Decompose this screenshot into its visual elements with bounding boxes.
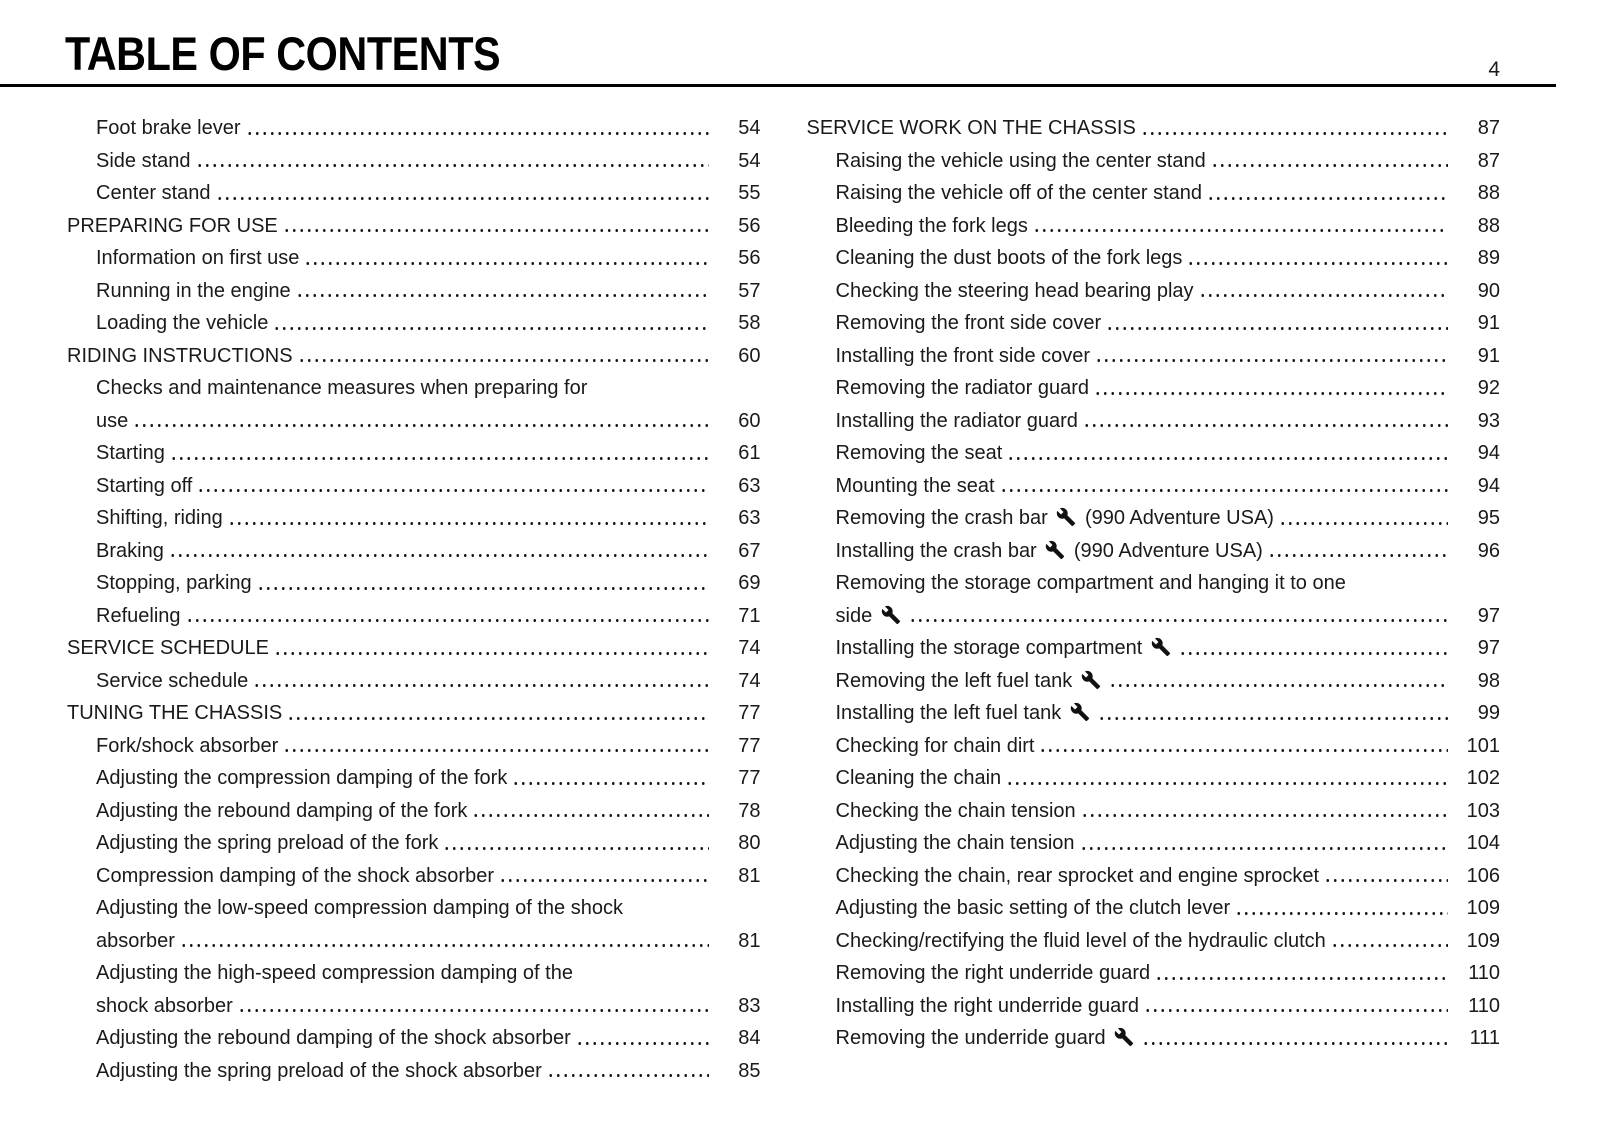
toc-entry	[807, 242, 1501, 275]
toc-entry-label: Cleaning the dust boots of the fork legs	[835, 247, 1183, 269]
toc-entry-label: SERVICE WORK ON THE CHASSIS	[806, 117, 1136, 139]
dot-leader	[273, 327, 708, 330]
dot-leader	[304, 262, 708, 265]
toc-entry	[807, 697, 1501, 730]
toc-entry-page: 109	[1466, 929, 1500, 952]
toc-entry-line	[96, 275, 761, 308]
toc-entry-line	[96, 372, 761, 405]
toc-entry	[807, 860, 1501, 893]
toc-entry-label: Adjusting the spring preload of the fork	[96, 832, 439, 854]
toc-entry	[67, 340, 761, 373]
toc-entry-page: 85	[738, 1059, 761, 1082]
dot-leader	[197, 489, 708, 492]
toc-column-right	[807, 112, 1501, 1087]
toc-entry-page: 77	[738, 767, 761, 789]
toc-entry	[67, 697, 761, 730]
toc-entry-page: 77	[738, 702, 761, 724]
toc-entry	[807, 437, 1501, 470]
toc-entry-page: 98	[1477, 669, 1500, 692]
dot-leader	[216, 197, 709, 200]
dot-leader	[1000, 489, 1449, 492]
toc-entry-label: Center stand	[96, 182, 211, 204]
toc-entry	[807, 665, 1501, 698]
toc-entry-line	[96, 795, 761, 828]
toc-entry	[807, 762, 1501, 795]
toc-entry-label: Removing the seat	[835, 442, 1003, 464]
toc-entry-page: 60	[738, 409, 761, 432]
toc-entry-label: PREPARING FOR USE	[67, 214, 278, 237]
toc-entry-label: Checking for chain dirt	[835, 734, 1035, 757]
wrench-icon	[881, 605, 901, 625]
toc-entry-label: Running in the engine	[96, 279, 291, 302]
toc-entry	[67, 632, 761, 665]
toc-entry-line	[836, 340, 1501, 373]
toc-entry-page: 77	[738, 734, 761, 757]
toc-entry	[67, 372, 761, 437]
toc-entry-label: Raising the vehicle using the center stand	[835, 149, 1206, 172]
dot-leader	[1109, 684, 1448, 687]
toc-column-left	[67, 112, 761, 1087]
toc-entry	[807, 470, 1501, 503]
dot-leader	[1179, 652, 1448, 655]
toc-entry-label: Removing the storage compartment and hanging it to one	[835, 572, 1346, 594]
toc-entry-line	[836, 502, 1501, 535]
toc-entry-line	[836, 535, 1501, 568]
toc-entry-label: Shifting, riding	[96, 507, 223, 529]
toc-entry-page: 74	[738, 669, 761, 692]
toc-entry	[67, 470, 761, 503]
toc-entry	[67, 1055, 761, 1088]
toc-entry	[67, 242, 761, 275]
toc-entry-page: 104	[1466, 832, 1500, 854]
dot-leader	[1141, 132, 1448, 135]
toc-entry-page: 89	[1477, 247, 1500, 269]
toc-entry-label: Removing the front side cover	[835, 312, 1102, 334]
toc-columns	[67, 112, 1500, 1087]
toc-entry	[67, 145, 761, 178]
toc-entry-page: 87	[1477, 117, 1500, 139]
toc-entry-line	[96, 892, 761, 925]
toc-entry-page: 91	[1477, 344, 1500, 367]
toc-entry-page: 103	[1466, 799, 1500, 822]
toc-entry-line	[96, 600, 761, 633]
toc-entry	[67, 892, 761, 957]
header-rule	[0, 84, 1556, 87]
toc-entry-line	[836, 567, 1501, 600]
wrench-icon	[1056, 507, 1076, 527]
toc-entry	[67, 827, 761, 860]
dot-leader	[1106, 327, 1448, 330]
toc-entry-page: 81	[738, 929, 761, 952]
dot-leader	[512, 782, 708, 785]
toc-entry-page: 88	[1477, 182, 1500, 204]
toc-entry	[807, 340, 1501, 373]
toc-entry-page: 83	[738, 994, 761, 1017]
toc-entry-label: Installing the radiator guard	[835, 409, 1078, 432]
toc-entry-page: 57	[738, 279, 761, 302]
toc-entry-line	[96, 535, 761, 568]
dot-leader	[1187, 262, 1448, 265]
toc-entry-line	[67, 210, 761, 243]
toc-entry-page: 99	[1477, 702, 1500, 724]
toc-entry-line	[836, 307, 1501, 340]
dot-leader	[443, 847, 708, 850]
toc-entry-line	[836, 957, 1501, 990]
toc-entry-page: 96	[1477, 539, 1500, 562]
dot-leader	[1211, 164, 1448, 167]
toc-entry-label: Adjusting the low-speed compression damping of the shock	[96, 897, 623, 919]
toc-entry-label: Cleaning the chain	[835, 767, 1002, 789]
toc-entry-label: absorber	[96, 929, 175, 952]
toc-entry-page: 87	[1477, 149, 1500, 172]
toc-entry-label: Checks and maintenance measures when preparing for	[96, 377, 588, 399]
toc-entry	[807, 632, 1501, 665]
dot-leader	[274, 652, 709, 655]
dot-leader	[1142, 1042, 1448, 1045]
toc-entry-line	[836, 697, 1501, 730]
toc-entry	[807, 567, 1501, 632]
toc-entry	[67, 860, 761, 893]
dot-leader	[296, 294, 709, 297]
toc-entry	[807, 535, 1501, 568]
toc-entry-line	[836, 242, 1501, 275]
wrench-icon	[1081, 670, 1101, 690]
toc-entry-label: TUNING THE CHASSIS	[67, 702, 283, 724]
toc-entry-line	[96, 827, 761, 860]
toc-entry-label: Adjusting the compression damping of the fork	[96, 767, 508, 789]
toc-entry-label: Fork/shock absorber	[96, 734, 279, 757]
toc-entry-page: 67	[738, 539, 761, 562]
toc-entry-line	[96, 470, 761, 503]
toc-entry	[807, 502, 1501, 535]
toc-entry-page: 90	[1477, 279, 1500, 302]
toc-entry-line	[807, 112, 1501, 145]
dot-leader	[186, 619, 709, 622]
dot-leader	[1155, 977, 1448, 980]
toc-entry-label: Side stand	[96, 149, 191, 172]
toc-entry-page: 109	[1466, 897, 1500, 919]
toc-entry-page: 63	[738, 474, 761, 497]
wrench-icon	[1045, 540, 1065, 560]
dot-leader	[283, 229, 709, 232]
dot-leader	[1144, 1009, 1448, 1012]
toc-entry-label: Loading the vehicle	[96, 312, 269, 334]
dot-leader	[1080, 847, 1448, 850]
toc-entry-label: Adjusting the basic setting of the clutch lever	[835, 897, 1231, 919]
toc-entry-line	[836, 275, 1501, 308]
toc-entry-label: Installing the crash bar (990 Adventure USA)	[835, 539, 1263, 562]
toc-entry-label: SERVICE SCHEDULE	[67, 637, 269, 659]
toc-entry-page: 88	[1477, 214, 1500, 237]
toc-entry-line	[96, 145, 761, 178]
dot-leader	[1083, 424, 1448, 427]
toc-entry-label: Removing the right underride guard	[835, 962, 1151, 984]
toc-entry-line	[836, 177, 1501, 210]
dot-leader	[1207, 197, 1448, 200]
toc-entry-page: 97	[1477, 604, 1500, 627]
toc-entry-line	[96, 957, 761, 990]
dot-leader	[472, 814, 708, 817]
toc-entry	[807, 730, 1501, 763]
toc-entry-line	[96, 665, 761, 698]
toc-entry-label: Checking/rectifying the fluid level of the hydraulic clutch	[835, 929, 1326, 952]
toc-entry-line	[836, 795, 1501, 828]
toc-entry-line	[836, 470, 1501, 503]
toc-entry-label: Braking	[96, 539, 164, 562]
toc-entry-page: 95	[1477, 507, 1500, 529]
toc-entry	[807, 112, 1501, 145]
page-title: TABLE OF CONTENTS	[65, 27, 501, 80]
toc-entry	[67, 307, 761, 340]
toc-entry-label: Removing the underride guard	[836, 1022, 1138, 1055]
toc-entry-line	[836, 437, 1501, 470]
toc-entry-page: 84	[738, 1027, 761, 1049]
toc-entry-label: Installing the left fuel tank	[836, 697, 1093, 730]
toc-entry-label: Removing the left fuel tank	[836, 665, 1104, 698]
toc-entry	[807, 957, 1501, 990]
toc-entry-page: 111	[1469, 1027, 1500, 1049]
toc-entry-label: Adjusting the rebound damping of the shock absorber	[96, 1027, 571, 1049]
toc-entry	[67, 730, 761, 763]
toc-entry-page: 80	[738, 832, 761, 854]
toc-entry-line	[836, 730, 1501, 763]
toc-entry-page: 110	[1468, 962, 1500, 984]
toc-entry	[807, 210, 1501, 243]
dot-leader	[1331, 944, 1448, 947]
toc-entry-line	[96, 860, 761, 893]
toc-entry-line	[67, 697, 761, 730]
toc-entry	[807, 827, 1501, 860]
dot-leader	[1235, 912, 1448, 915]
toc-entry	[67, 665, 761, 698]
toc-entry	[67, 502, 761, 535]
toc-entry-label: Adjusting the high-speed compression damping of the	[96, 962, 573, 984]
toc-entry-line	[836, 860, 1501, 893]
toc-entry-line	[96, 307, 761, 340]
toc-entry-line	[836, 210, 1501, 243]
toc-entry-label: Starting off	[96, 474, 193, 497]
toc-entry-label: Compression damping of the shock absorber	[96, 864, 494, 887]
dot-leader	[298, 359, 709, 362]
toc-entry-label: Information on first use	[96, 247, 300, 269]
dot-leader	[1039, 749, 1448, 752]
toc-entry-label: Bleeding the fork legs	[835, 214, 1028, 237]
toc-entry	[67, 795, 761, 828]
toc-entry-label: Mounting the seat	[835, 474, 995, 497]
toc-entry	[807, 1022, 1501, 1055]
toc-entry-page: 78	[738, 799, 761, 822]
toc-entry-page: 91	[1477, 312, 1500, 334]
toc-entry-page: 71	[738, 604, 761, 627]
toc-entry-label: side	[836, 600, 904, 633]
toc-entry	[807, 892, 1501, 925]
toc-entry-page: 55	[738, 182, 761, 204]
toc-entry-page: 93	[1477, 409, 1500, 432]
toc-entry-line	[67, 632, 761, 665]
toc-entry-line	[836, 925, 1501, 958]
toc-entry-line	[836, 990, 1501, 1023]
toc-entry-page: 63	[738, 507, 761, 529]
toc-entry-page: 61	[738, 442, 761, 464]
dot-leader	[1199, 294, 1448, 297]
toc-entry-line	[96, 405, 761, 438]
toc-entry-label: Adjusting the spring preload of the shock absorber	[96, 1059, 542, 1082]
toc-entry-line	[96, 925, 761, 958]
toc-entry-page: 81	[738, 864, 761, 887]
dot-leader	[1033, 229, 1448, 232]
toc-entry-label: RIDING INSTRUCTIONS	[67, 344, 293, 367]
toc-entry	[67, 567, 761, 600]
toc-entry	[807, 307, 1501, 340]
toc-entry-page: 106	[1466, 864, 1500, 887]
toc-entry-label: Checking the steering head bearing play	[835, 279, 1194, 302]
toc-entry-label: Adjusting the chain tension	[835, 832, 1075, 854]
toc-entry	[67, 957, 761, 1022]
dot-leader	[1006, 782, 1448, 785]
toc-entry-label: Installing the front side cover	[835, 344, 1091, 367]
toc-entry	[807, 405, 1501, 438]
dot-leader	[196, 164, 709, 167]
toc-entry-label: Foot brake lever	[96, 117, 241, 139]
toc-entry-line	[836, 405, 1501, 438]
toc-entry-line	[96, 177, 761, 210]
wrench-icon	[1151, 637, 1171, 657]
dot-leader	[1081, 814, 1448, 817]
dot-leader	[1095, 359, 1448, 362]
toc-entry-label: shock absorber	[96, 994, 233, 1017]
toc-entry-label: use	[96, 409, 129, 432]
dot-leader	[169, 554, 709, 557]
toc-entry-line	[836, 762, 1501, 795]
toc-entry-page: 110	[1468, 994, 1500, 1017]
toc-entry-page: 54	[738, 149, 761, 172]
toc-entry	[67, 437, 761, 470]
dot-leader	[180, 944, 709, 947]
toc-entry-line	[96, 1022, 761, 1055]
dot-leader	[1094, 392, 1448, 395]
toc-entry-line	[96, 762, 761, 795]
toc-entry-page: 102	[1466, 767, 1500, 789]
toc-entry-label: Installing the storage compartment	[836, 632, 1174, 665]
toc-entry	[67, 210, 761, 243]
dot-leader	[576, 1042, 709, 1045]
toc-entry-line	[836, 827, 1501, 860]
toc-entry-line	[96, 112, 761, 145]
toc-entry-line	[836, 632, 1501, 665]
toc-entry	[67, 762, 761, 795]
dot-leader	[909, 619, 1448, 622]
toc-entry-label: Service schedule	[96, 669, 249, 692]
toc-entry-line	[96, 1055, 761, 1088]
toc-entry-label: Starting	[96, 442, 165, 464]
toc-entry-page: 92	[1477, 377, 1500, 399]
toc-entry-line	[836, 892, 1501, 925]
dot-leader	[547, 1074, 709, 1077]
toc-entry-line	[96, 242, 761, 275]
wrench-icon	[1070, 702, 1090, 722]
toc-entry	[67, 112, 761, 145]
toc-entry-page: 58	[738, 312, 761, 334]
toc-entry	[67, 275, 761, 308]
toc-entry-page: 69	[738, 572, 761, 594]
toc-entry-page: 101	[1466, 734, 1500, 757]
toc-entry	[807, 990, 1501, 1023]
wrench-icon	[1114, 1027, 1134, 1047]
dot-leader	[1007, 457, 1448, 460]
toc-entry	[807, 925, 1501, 958]
dot-leader	[1324, 879, 1448, 882]
toc-entry-label: Adjusting the rebound damping of the fork	[96, 799, 468, 822]
dot-leader	[499, 879, 709, 882]
toc-entry-label: Checking the chain tension	[835, 799, 1076, 822]
page-number: 4	[1488, 58, 1500, 81]
dot-leader	[283, 749, 708, 752]
toc-entry-line	[836, 1022, 1501, 1055]
dot-leader	[1279, 522, 1448, 525]
dot-leader	[257, 587, 709, 590]
toc-entry-page: 60	[738, 344, 761, 367]
dot-leader	[170, 457, 709, 460]
toc-entry-page: 56	[738, 214, 761, 237]
toc-entry	[67, 1022, 761, 1055]
toc-entry-label: Stopping, parking	[96, 572, 252, 594]
toc-entry-label: Raising the vehicle off of the center stand	[835, 182, 1203, 204]
toc-entry-label: Removing the radiator guard	[835, 377, 1089, 399]
toc-entry-line	[96, 567, 761, 600]
toc-entry-line	[96, 502, 761, 535]
dot-leader	[228, 522, 709, 525]
toc-entry-page: 94	[1477, 474, 1500, 497]
toc-entry-line	[96, 990, 761, 1023]
toc-entry-page: 54	[738, 117, 761, 139]
toc-entry-line	[96, 437, 761, 470]
toc-entry-page: 94	[1477, 442, 1500, 464]
toc-entry-line	[67, 340, 761, 373]
toc-entry	[807, 275, 1501, 308]
dot-leader	[246, 132, 709, 135]
toc-entry	[807, 795, 1501, 828]
toc-entry-line	[836, 600, 1501, 633]
toc-entry-label: Removing the crash bar (990 Adventure USA)	[835, 507, 1274, 529]
dot-leader	[287, 717, 708, 720]
toc-entry-label: Checking the chain, rear sprocket and engine sprocket	[835, 864, 1320, 887]
toc-entry-line	[836, 665, 1501, 698]
toc-entry-line	[96, 730, 761, 763]
toc-entry	[807, 177, 1501, 210]
dot-leader	[253, 684, 708, 687]
toc-entry	[67, 600, 761, 633]
toc-entry	[807, 372, 1501, 405]
dot-leader	[238, 1009, 709, 1012]
toc-entry-label: Refueling	[96, 604, 181, 627]
toc-entry-page: 56	[738, 247, 761, 269]
dot-leader	[133, 424, 708, 427]
toc-entry	[67, 535, 761, 568]
toc-entry-page: 74	[738, 637, 761, 659]
dot-leader	[1268, 554, 1448, 557]
toc-entry	[807, 145, 1501, 178]
toc-entry-line	[836, 145, 1501, 178]
toc-entry-line	[836, 372, 1501, 405]
toc-entry-label: Installing the right underride guard	[835, 994, 1140, 1017]
toc-entry-page: 97	[1477, 637, 1500, 659]
toc-entry	[67, 177, 761, 210]
dot-leader	[1098, 717, 1448, 720]
